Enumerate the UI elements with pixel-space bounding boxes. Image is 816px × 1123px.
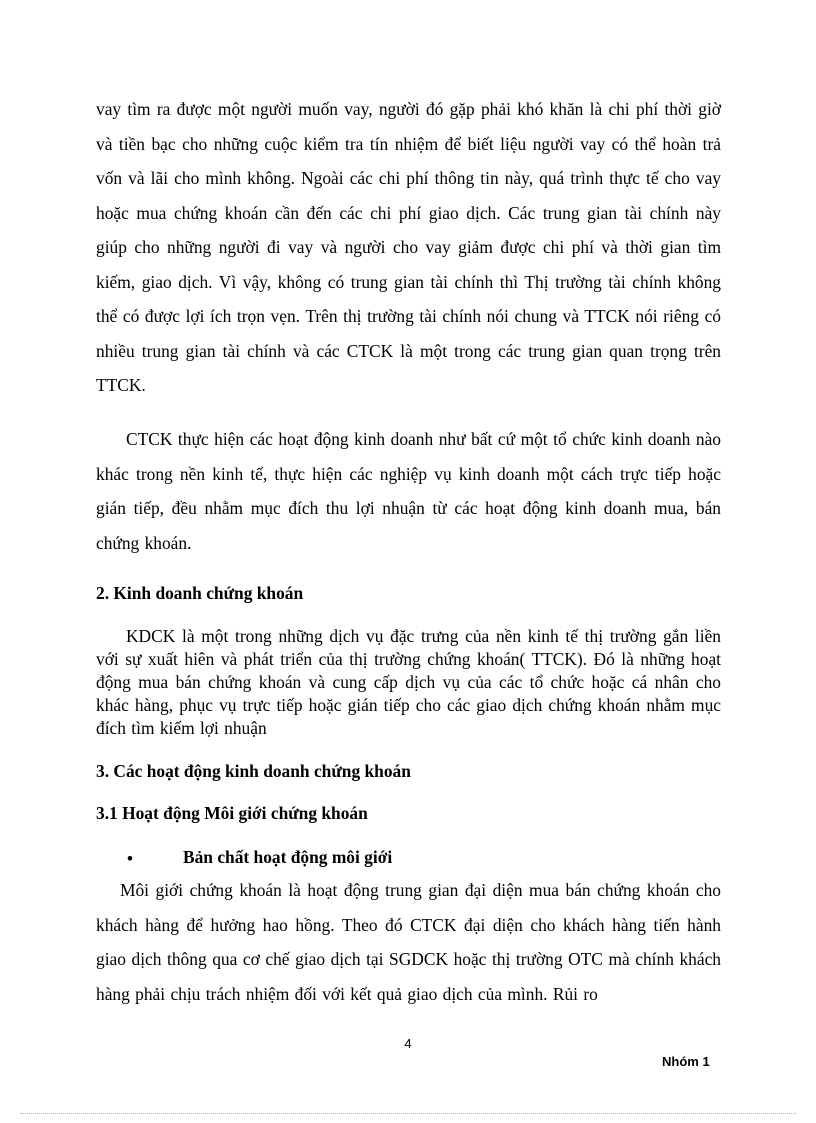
heading-kinh-doanh-chung-khoan: 2. Kinh doanh chứng khoán: [96, 583, 304, 603]
paragraph-intermediaries: vay tìm ra được một người muốn vay, người đó gặp phải khó khăn là chi phí thời giờ và tiền bạc cho những cuộc kiểm tra tín nhiệm để biết liệu người vay có thể hoàn trả vốn và lãi cho mình không. Ngoài các chi phí thông tin này, quá trình thực tế cho vay hoặc mua chứng khoán cần đến các chi phí giao dịch. Các trung gian tài chính này giúp cho những người đi vay và người cho vay giảm được chi phí và thời gian tìm kiếm, giao dịch. Vì vậy, không có trung gian tài chính thì Thị trường tài chính không thể có được lợi ích trọn vẹn. Trên thị trường tài chính nói chung và TTCK nói riêng có nhiều trung gian tài chính và các CTCK là một trong các trung gian quan trọng trên TTCK.: [96, 99, 721, 395]
paragraph-kdck-definition: KDCK là một trong những dịch vụ đặc trưng của nền kinh tế thị trường gắn liền với sự xuất hiên và phát triển của thị trường chứng khoán( TTCK). Đó là những hoạt động mua bán chứng khoán và cung cấp dịch vụ của các tổ chức hoặc cá nhân cho khác hàng, phục vụ trực tiếp hoặc gián tiếp cho các giao dịch chứng khoán nhằm mục đích tìm kiếm lợi nhuận: [96, 626, 721, 738]
bullet-icon: •: [127, 849, 133, 868]
heading-cac-hoat-dong: 3. Các hoạt động kinh doanh chứng khoán: [96, 761, 411, 781]
footer-divider: [20, 1113, 796, 1114]
paragraph-moi-gioi-chung-khoan: Môi giới chứng khoán là hoạt động trung gian đại diện mua bán chứng khoán cho khách hàng để hưởng hao hồng. Theo đó CTCK đại diện cho khách hàng tiến hành giao dịch thông qua cơ chế giao dịch tại SGDCK hoặc thị trường OTC mà chính khách hàng phải chịu trách nhiệm đối với kết quả giao dịch của mình. Rủi ro: [96, 880, 721, 1004]
footer-group-label: Nhóm 1: [662, 1054, 710, 1069]
paragraph-ctck-business: CTCK thực hiện các hoạt động kinh doanh như bất cứ một tổ chức kinh doanh nào khác trong nền kinh tế, thực hiện các nghiệp vụ kinh doanh một cách trực tiếp hoặc gián tiếp, đều nhằm mục đích thu lợi nhuận từ các hoạt động kinh doanh mua, bán chứng khoán.: [96, 429, 721, 553]
bullet-heading-ban-chat: Bản chất hoạt động môi giới: [183, 847, 393, 867]
page-number: 4: [404, 1036, 412, 1051]
heading-moi-gioi: 3.1 Hoạt động Môi giới chứng khoán: [96, 803, 368, 823]
